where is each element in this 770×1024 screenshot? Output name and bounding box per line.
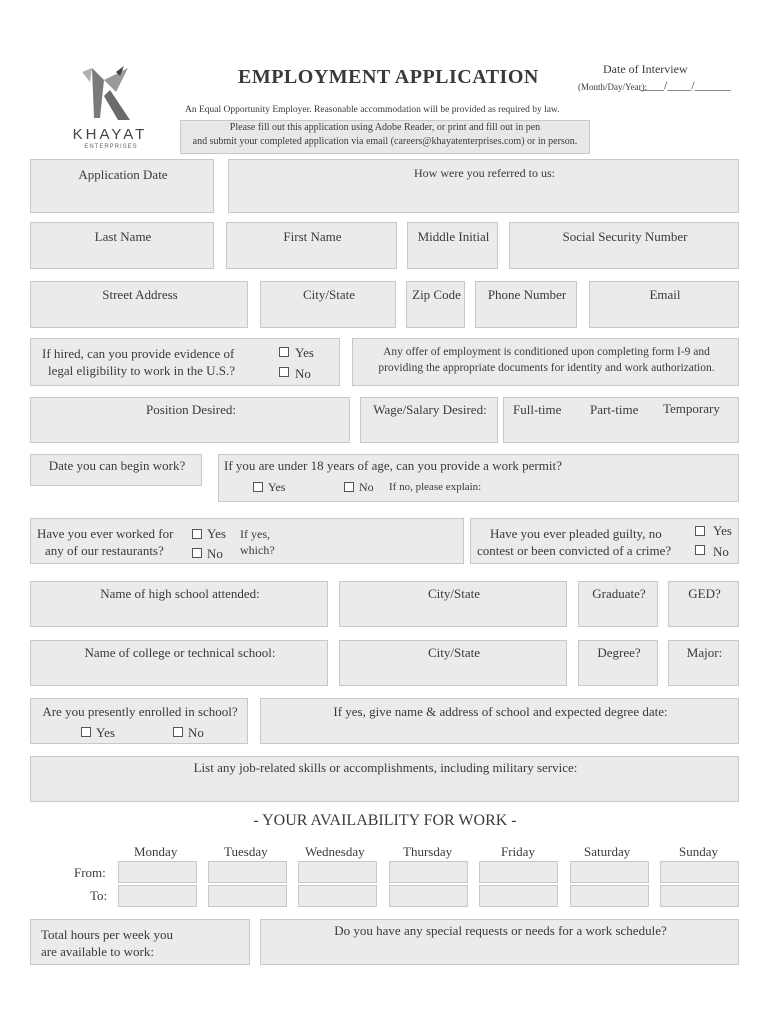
instructions-line-2: and submit your completed application via email (careers@khayatenterprises.com) or in person.	[192, 136, 578, 147]
phone-number-label: Phone Number	[487, 287, 567, 302]
saturday-from-input[interactable]	[570, 861, 649, 883]
full-time-option[interactable]: Full-time	[513, 402, 562, 417]
day-wednesday: Wednesday	[305, 844, 365, 859]
friday-to-input[interactable]	[479, 885, 558, 907]
eligibility-yes-label: Yes	[295, 345, 314, 360]
enrolled-question: Are you presently enrolled in school?	[42, 704, 238, 719]
ged-field[interactable]	[668, 581, 739, 627]
email-field[interactable]	[589, 281, 739, 328]
city-state-label: City/State	[303, 287, 355, 302]
total-hours-field[interactable]	[30, 919, 250, 965]
i9-notice-line-2: providing the appropriate documents for identity and work authorization.	[378, 362, 715, 374]
middle-initial-field[interactable]	[407, 222, 498, 269]
worked-before-line-2: any of our restaurants?	[45, 543, 164, 558]
sunday-from-input[interactable]	[660, 861, 739, 883]
work-permit-box	[218, 454, 739, 502]
enrolled-details-label: If yes, give name & address of school and expected degree date:	[333, 704, 668, 719]
date-of-interview-label: Date of Interview	[603, 62, 688, 76]
zip-code-label: Zip Code	[412, 287, 461, 302]
temporary-option[interactable]: Temporary	[663, 401, 720, 416]
city-state-field[interactable]	[260, 281, 396, 328]
total-hours-line-2: are available to work:	[41, 944, 154, 959]
major-field[interactable]	[668, 640, 739, 686]
logo-wordmark: KHAYAT	[72, 126, 148, 143]
eoe-statement: An Equal Opportunity Employer. Reasonable accommodation will be provided as required by law.	[185, 105, 560, 115]
college-label: Name of college or technical school:	[84, 645, 276, 660]
application-date-label: Application Date	[78, 167, 168, 182]
criminal-yes-checkbox[interactable]	[695, 526, 705, 536]
tuesday-to-input[interactable]	[208, 885, 287, 907]
worked-before-if-yes-label: If yes,	[240, 527, 270, 541]
ged-label: GED?	[688, 586, 721, 601]
worked-before-no-checkbox[interactable]	[192, 548, 202, 558]
enrolled-box	[30, 698, 248, 744]
i9-notice-box	[352, 338, 739, 386]
worked-before-box	[30, 518, 464, 564]
last-name-label: Last Name	[94, 229, 152, 244]
sunday-to-input[interactable]	[660, 885, 739, 907]
part-time-option[interactable]: Part-time	[590, 402, 639, 417]
availability-to-label: To:	[90, 888, 108, 903]
criminal-no-checkbox[interactable]	[695, 545, 705, 555]
street-address-field[interactable]	[30, 281, 248, 328]
last-name-field[interactable]	[30, 222, 214, 269]
skills-label: List any job-related skills or accomplishments, including military service:	[193, 760, 578, 775]
wednesday-from-input[interactable]	[298, 861, 377, 883]
work-permit-yes-label: Yes	[268, 480, 286, 494]
high-school-city-label: City/State	[428, 586, 480, 601]
company-logo	[70, 62, 160, 152]
form-title: EMPLOYMENT APPLICATION	[238, 66, 539, 88]
criminal-question-line-2: contest or been convicted of a crime?	[477, 543, 672, 558]
first-name-field[interactable]	[226, 222, 397, 269]
monday-to-input[interactable]	[118, 885, 197, 907]
work-permit-no-label: No	[359, 480, 374, 494]
day-monday: Monday	[134, 844, 178, 859]
worked-before-no-label: No	[207, 546, 223, 561]
ssn-label: Social Security Number	[562, 229, 688, 244]
college-city-field[interactable]	[339, 640, 567, 686]
logo-k-mark-icon	[70, 62, 160, 124]
work-permit-yes-checkbox[interactable]	[253, 482, 263, 492]
interview-date-field[interactable]: ____/____/______	[640, 78, 731, 92]
college-city-label: City/State	[428, 645, 480, 660]
thursday-to-input[interactable]	[389, 885, 468, 907]
enrolled-yes-label: Yes	[96, 725, 115, 740]
day-thursday: Thursday	[403, 844, 453, 859]
degree-field[interactable]	[578, 640, 658, 686]
eligibility-no-checkbox[interactable]	[279, 367, 289, 377]
special-requests-field[interactable]	[260, 919, 739, 965]
worked-before-which-label: which?	[240, 543, 275, 557]
work-permit-explain-label: If no, please explain:	[389, 481, 482, 493]
application-date-field[interactable]	[30, 159, 214, 213]
referred-label: How were you referred to us:	[414, 166, 555, 180]
college-field[interactable]	[30, 640, 328, 686]
enrolled-details-field[interactable]	[260, 698, 739, 744]
criminal-question-box	[470, 518, 739, 564]
skills-field[interactable]	[30, 756, 739, 802]
day-sunday: Sunday	[679, 844, 718, 859]
high-school-city-field[interactable]	[339, 581, 567, 627]
criminal-yes-label: Yes	[713, 523, 732, 538]
middle-initial-label: Middle Initial	[417, 229, 490, 244]
work-permit-question: If you are under 18 years of age, can you provide a work permit?	[224, 458, 562, 473]
tuesday-from-input[interactable]	[208, 861, 287, 883]
availability-heading: - YOUR AVAILABILITY FOR WORK -	[253, 812, 517, 829]
zip-code-field[interactable]	[406, 281, 465, 328]
criminal-question-line-1: Have you ever pleaded guilty, no	[490, 526, 662, 541]
street-address-label: Street Address	[102, 287, 178, 302]
ssn-field[interactable]	[509, 222, 739, 269]
date-format-hint: (Month/Day/Year):	[578, 82, 648, 92]
employment-type-box	[503, 397, 739, 443]
graduate-field[interactable]	[578, 581, 658, 627]
referred-field[interactable]	[228, 159, 739, 213]
day-friday: Friday	[501, 844, 535, 859]
high-school-label: Name of high school attended:	[100, 586, 260, 601]
instructions-line-1: Please fill out this application using Adobe Reader, or print and fill out in pen	[229, 122, 541, 133]
day-tuesday: Tuesday	[224, 844, 268, 859]
special-requests-label: Do you have any special requests or needs for a work schedule?	[334, 923, 667, 938]
eligibility-yes-checkbox[interactable]	[279, 347, 289, 357]
begin-work-field[interactable]	[30, 454, 202, 486]
availability-from-label: From:	[74, 865, 106, 880]
logo-subtitle: ENTERPRISES	[84, 144, 138, 150]
instructions-box	[180, 120, 590, 154]
phone-number-field[interactable]	[475, 281, 577, 328]
worked-before-yes-checkbox[interactable]	[192, 529, 202, 539]
eligibility-no-label: No	[295, 366, 311, 381]
friday-from-input[interactable]	[479, 861, 558, 883]
eligibility-box	[30, 338, 340, 386]
thursday-from-input[interactable]	[389, 861, 468, 883]
criminal-no-label: No	[713, 544, 729, 559]
email-label: Email	[649, 287, 681, 302]
monday-from-input[interactable]	[118, 861, 197, 883]
wage-desired-label: Wage/Salary Desired:	[373, 402, 487, 417]
major-label: Major:	[686, 645, 723, 660]
saturday-to-input[interactable]	[570, 885, 649, 907]
wednesday-to-input[interactable]	[298, 885, 377, 907]
enrolled-no-label: No	[188, 725, 204, 740]
high-school-field[interactable]	[30, 581, 328, 627]
eligibility-question-line-1: If hired, can you provide evidence of	[42, 346, 235, 361]
worked-before-line-1: Have you ever worked for	[37, 526, 174, 541]
total-hours-line-1: Total hours per week you	[41, 927, 173, 942]
i9-notice-line-1: Any offer of employment is conditioned upon completing form I-9 and	[383, 346, 710, 358]
first-name-label: First Name	[283, 229, 342, 244]
day-saturday: Saturday	[584, 844, 631, 859]
position-desired-field[interactable]	[30, 397, 350, 443]
begin-work-label: Date you can begin work?	[48, 458, 186, 473]
worked-before-yes-label: Yes	[207, 526, 226, 541]
wage-desired-field[interactable]	[360, 397, 498, 443]
position-desired-label: Position Desired:	[146, 402, 236, 417]
degree-label: Degree?	[597, 645, 641, 660]
work-permit-no-checkbox[interactable]	[344, 482, 354, 492]
enrolled-no-checkbox[interactable]	[173, 727, 183, 737]
enrolled-yes-checkbox[interactable]	[81, 727, 91, 737]
graduate-label: Graduate?	[592, 586, 646, 601]
eligibility-question-line-2: legal eligibility to work in the U.S.?	[48, 363, 236, 378]
